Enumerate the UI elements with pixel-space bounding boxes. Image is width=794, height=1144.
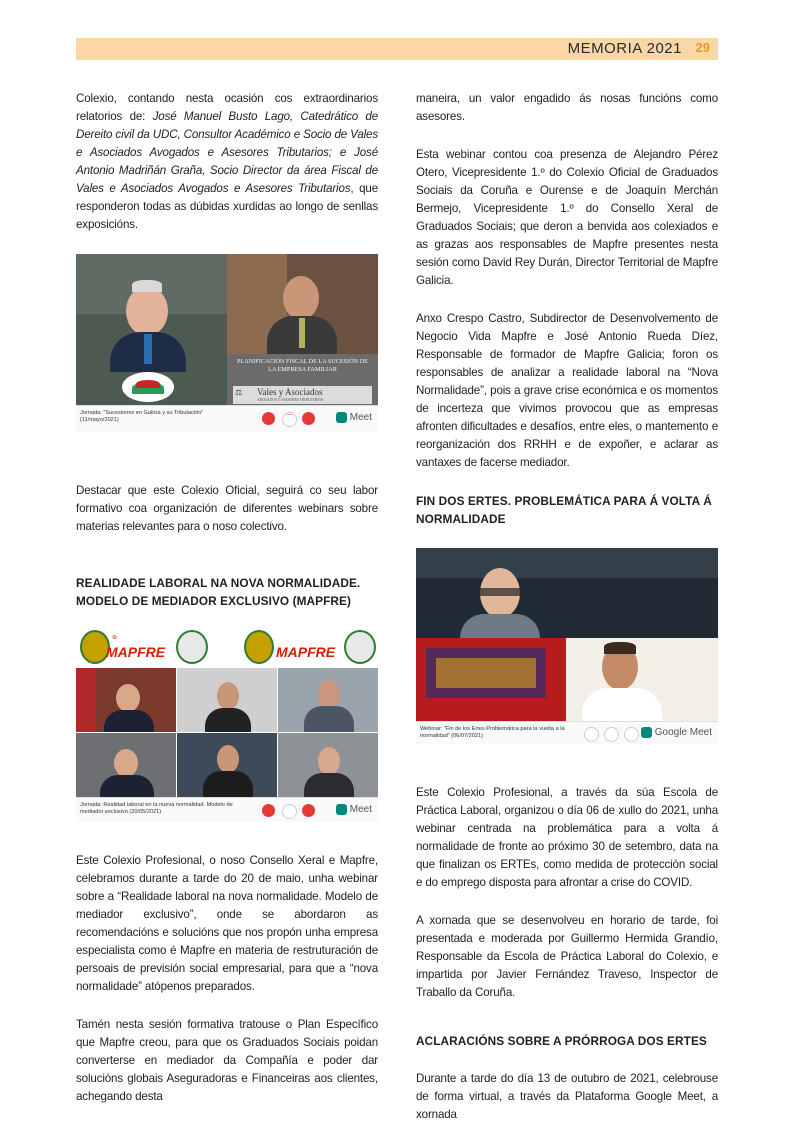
paragraph-xornada: A xornada que se desenvolveu en horario de tarde, foi presentada e moderada por Guillermo Hermida Grandío, Responsable da Escola de Práctica Laboral do Colexio, e impartida por Javier Fernández Traveso, Inspector de Traballo da Coruña. bbox=[416, 914, 718, 999]
video-tile-moderator bbox=[416, 548, 718, 638]
video-tile-4 bbox=[76, 733, 176, 797]
meet-control-bar bbox=[416, 721, 718, 744]
camera-off-icon bbox=[302, 804, 315, 817]
webinar-photo-mapfre bbox=[76, 626, 378, 822]
video-tile-5 bbox=[177, 733, 277, 797]
video-tile-speaker-2 bbox=[227, 254, 378, 354]
paragraph-escola-practica: Este Colexio Profesional, a través da súa Escola de Práctica Laboral, organizou o día 06 de xullo do 2021, unha webinar centrada na problemática para a volta á normalidade de fronte ao próximo 30 de setembro, data na que finalizan os ERTEs, como medida de protección social e do emprego disposta para afrontar a crise do COVID. bbox=[416, 786, 718, 889]
meet-icon bbox=[336, 804, 347, 815]
meet-control-bar bbox=[76, 405, 378, 432]
paragraph-plan-especifico: Tamén nesta sesión formativa tratouse o Plan Específico que Mapfre creou, para que os Graduados Sociais poidan converterse en mediador da Compañía e poder dar solucións globais Aseguradoras e Financeiras aos clientes, achegando desta bbox=[76, 1018, 378, 1103]
page-number: 29 bbox=[695, 40, 710, 55]
video-tile-3 bbox=[278, 668, 378, 732]
paragraph-anxo-crespo: Anxo Crespo Castro, Subdirector de Desenvolvemento de Negocio Vida Mapfre e José Antonio Rueda Díez, Responsable de formador de Mapfre Galicia; foron os responsables de analizar a realidade laboral na “Nova Normalidade”, pois a grave crise económica e os momentos de incerteza que vivimos provocou que as empresas afronten dificultades e desafíos, entre eles, o mantemento e reorganización dos RRHH e de expoñer, e aclarar as vantaxes de facerse mediador. bbox=[416, 312, 718, 469]
paragraph-outubro: Durante a tarde do día 13 de outubro de 2021, celebrouse de forma virtual, a través da Plataforma Google Meet, a xornada bbox=[416, 1072, 718, 1121]
header-bar bbox=[76, 38, 718, 60]
video-tile-1 bbox=[76, 668, 176, 732]
slide-firm: Vales y Asociados bbox=[257, 387, 323, 397]
logo-circle bbox=[122, 372, 174, 402]
video-tile-speaker bbox=[416, 638, 718, 722]
meet-logo: Meet bbox=[336, 412, 372, 423]
end-call-icon bbox=[604, 727, 619, 742]
mic-off-icon bbox=[262, 412, 275, 425]
paragraph-destacar: Destacar que este Colexio Oficial, seguirá co seu labor formativo coa organización de diferentes webinars sobre materias relevantes para o noso colectivo. bbox=[76, 484, 378, 533]
camera-icon bbox=[624, 727, 639, 742]
end-call-icon bbox=[282, 804, 297, 819]
left-column bbox=[76, 90, 378, 1126]
paragraph-presenza: Esta webinar contou coa presenza de Alejandro Pérez Otero, Vicepresidente 1.º do Colexio Oficial de Graduados Sociais da Coruña e Ourense e de Joaquín Merchán Bermejo, Vicepresidente 1.º do Consello Xeral de Graduados Sociais; que deron a benvida aos colexiados e as grazas aos responsables de Mapfre presentes nesta sesión como David Rey Durán, Director Territorial de Mapfre Galicia. bbox=[416, 148, 718, 287]
section-heading-realidade-laboral: REALIDADE LABORAL NA NOVA NORMALIDADE. MODELO DE MEDIADOR EXCLUSIVO (MAPFRE) bbox=[76, 576, 361, 608]
speakers-italic: José Manuel Busto Lago, Catedrático de Dereito civil da UDC, Consultor Académico e Socio de Vales e Asociados Avogados e Asesores Tributarios; e José Antonio Madriñán Graña, Socio Director da área Fiscal de Vales e Asociados Avogados e Asesores Tributarios bbox=[76, 110, 378, 195]
paragraph-intro: Colexio, contando nesta ocasión cos extraordinarios relatorios de: José Manuel Busto Lago, Catedrático de Dereito civil da UDC, Consultor Académico e Socio de Vales e Asociados Avogados e Asesores Tributarios; e José Antonio Madriñán Graña, Socio Director da área Fiscal de Vales e Asociados Avogados e Asesores Tributarios, que responderon todas as dúbidas xurdidas ao longo de senllas exposicións. bbox=[76, 92, 378, 231]
meet-icon bbox=[336, 412, 347, 423]
photo-caption: Webinar: "Fin de los Ertes.Problemática para la vuelta a la normalidad" (06/07/2021) bbox=[420, 726, 565, 739]
mapfre-logo-1: MAPFRE bbox=[106, 644, 166, 660]
publication-title: MEMORIA 2021 bbox=[567, 40, 682, 57]
webinar-photo-sucesiones bbox=[76, 254, 378, 432]
video-tile-6 bbox=[278, 733, 378, 797]
video-tile-2 bbox=[177, 668, 277, 732]
paragraph-valor-engadido: maneira, un valor engadido ás nosas funcións como asesores. bbox=[416, 92, 718, 123]
meet-icon bbox=[641, 727, 652, 738]
slide-title: PLANIFICACIÓN FISCAL DE LA SUCESIÓN DE LA EMPRESA FAMILIAR bbox=[237, 358, 368, 373]
meet-logo: Meet bbox=[336, 804, 372, 815]
mic-off-icon bbox=[262, 804, 275, 817]
mapfre-banner: ⊛ MAPFRE MAPFRE bbox=[76, 626, 378, 666]
video-tile-speaker-1 bbox=[76, 254, 227, 406]
right-column bbox=[416, 90, 718, 1144]
meet-control-bar bbox=[76, 797, 378, 822]
paragraph-consello-mapfre: Este Colexio Profesional, o noso Consello Xeral e Mapfre, celebramos durante a tarde do 20 de maio, unha webinar sobre a “Realidade laboral na nova normalidade. Modelo de mediador exclusivo”, onde se abordaron as recomendacións e solucións que nos propón unha empresa especialista como é Mapfre en materia de restruturación de persoais de previsión social empresarial, para que a “nova normalidade” atópenos preparados. bbox=[76, 854, 378, 993]
webinar-photo-ertes bbox=[416, 548, 718, 744]
section-heading-aclaracions: ACLARACIÓNS SOBRE A PRÓRROGA DOS ERTES bbox=[416, 1034, 707, 1048]
end-call-icon: ⌒ bbox=[282, 412, 297, 427]
photo-caption: Jornada: Realidad laboral en la nueva normalidad. Modelo de mediador exclusivo (20/05/2021) bbox=[80, 802, 233, 815]
google-meet-logo: Google Meet bbox=[641, 727, 712, 738]
slide-firm-subtitle: ABOGADOS Y ASESORES TRIBUTARIOS bbox=[257, 398, 324, 402]
photo-caption: Jornada: "Sucesiones en Galicia y su Tributación" (11/mayo/2021) bbox=[80, 410, 204, 423]
mic-icon bbox=[584, 727, 599, 742]
slide-panel: PLANIFICACIÓN FISCAL DE LA SUCESIÓN DE LA EMPRESA FAMILIAR ⚖ Vales y Asociados ABOGADOS Y ASESORES TRIBUTARIOS bbox=[227, 354, 378, 406]
mapfre-logo-2: MAPFRE bbox=[276, 644, 336, 660]
camera-off-icon bbox=[302, 412, 315, 425]
section-heading-fin-ertes: FIN DOS ERTES. PROBLEMÁTICA PARA Á VOLTA Á NORMALIDADE bbox=[416, 494, 712, 526]
